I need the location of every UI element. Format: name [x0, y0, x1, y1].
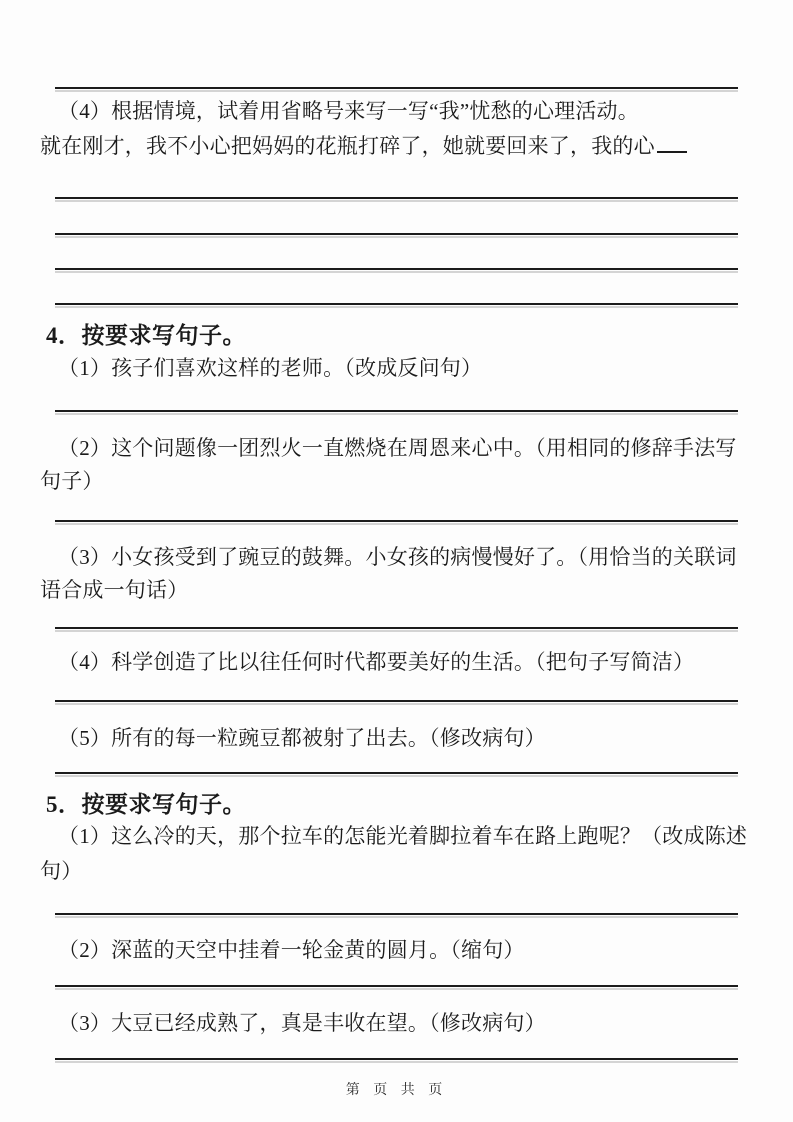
answer-line [55, 700, 738, 702]
q3-sub4-context [40, 130, 754, 163]
question4-heading: 4．按要求写句子。 [46, 323, 246, 348]
q4-item-2: （2）这个问题像一团烈火一直燃烧在周恩来心中。（用相同的修辞手法写句子） [40, 436, 737, 493]
answer-line [55, 772, 738, 774]
answer-line [55, 1058, 738, 1060]
q5-item-3: （3）大豆已经成熟了，真是丰收在望。（修改病句） [58, 1011, 546, 1035]
answer-line [55, 303, 738, 305]
q4-item-4: （4）科学创造了比以往任何时代都要美好的生活。（把句子写简洁） [58, 650, 695, 674]
answer-line [55, 913, 738, 915]
q3-sub4-context-text: 就在刚才，我不小心把妈妈的花瓶打碎了，她就要回来了，我的心 [40, 134, 655, 158]
q4-item-3: （3）小女孩受到了豌豆的鼓舞。小女孩的病慢慢好了。（用恰当的关联词语合成一句话） [40, 545, 737, 602]
q4-item-1: （1）孩子们喜欢这样的老师。（改成反问句） [58, 356, 483, 380]
page-footer: 第 页 共 页 [345, 1083, 448, 1098]
q5-item-2: （2）深蓝的天空中挂着一轮金黄的圆月。（缩句） [58, 938, 525, 962]
q4-item-5: （5）所有的每一粒豌豆都被射了出去。（修改病句） [58, 726, 546, 750]
answer-line [55, 520, 738, 522]
answer-line [55, 985, 738, 987]
answer-line [55, 627, 738, 629]
top-divider-line [55, 87, 738, 89]
answer-line [55, 268, 738, 270]
answer-line [55, 197, 738, 199]
answer-line [55, 410, 738, 412]
answer-line [55, 233, 738, 235]
q5-item-1: （1）这么冷的天，那个拉车的怎能光着脚拉着车在路上跑呢？（改成陈述句） [40, 824, 748, 883]
q3-sub4-prompt: （4）根据情境，试着用省略号来写一写“我”忧愁的心理活动。 [58, 99, 639, 123]
inline-answer-blank [657, 132, 687, 153]
question5-heading: 5．按要求写句子。 [46, 792, 246, 817]
